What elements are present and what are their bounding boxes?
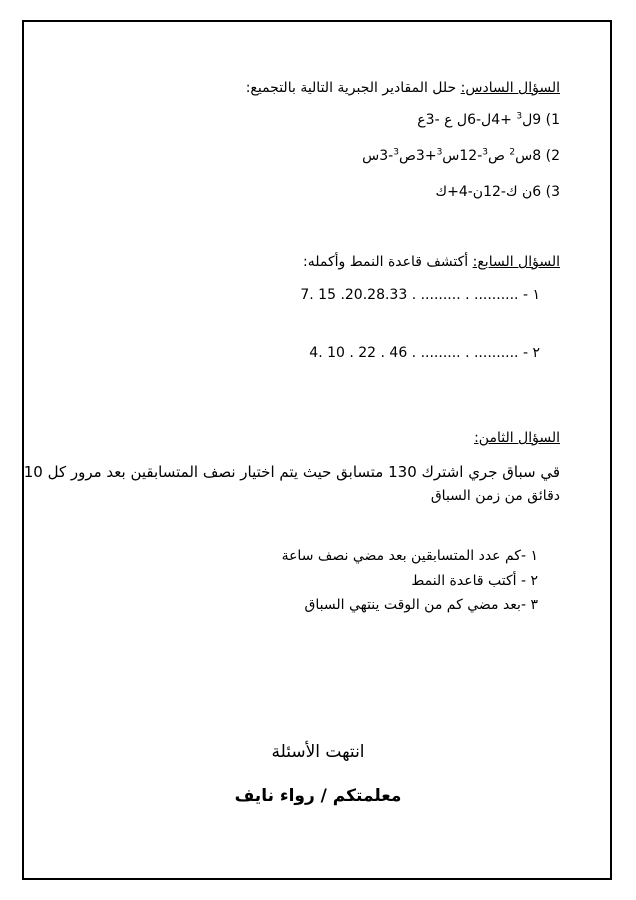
q8-item-3 [305, 595, 538, 615]
item-number: ٣ [530, 597, 538, 613]
q6-item-3 [436, 182, 560, 202]
item-number: 3) [545, 184, 560, 200]
question-text: -كم عدد المتسابقين بعد مضي نصف ساعة [281, 548, 527, 564]
q6-instruction: حلل المقادير الجبرية التالية بالتجميع: [245, 80, 457, 96]
q8-item-2 [411, 571, 538, 591]
question-text: - أكتب قاعدة النمط [411, 573, 527, 589]
expression-3: 6ن ك-12ن-4+ك [435, 184, 542, 200]
q6-header-line [246, 78, 560, 98]
item-number: ٢ - [522, 345, 540, 361]
q8-item-1 [282, 546, 538, 566]
q8-header-line [474, 428, 560, 448]
question-text: -بعد مضي كم من الوقت ينتهي السباق [304, 597, 527, 613]
q8-heading: السؤال الثامن: [474, 430, 560, 446]
q8-paragraph-line-1: قي سباق جري اشترك 130 متسابق حيث يتم اختيار نصف المتسابقين بعد مرور كل 10 [23, 463, 560, 481]
item-number: ١ [530, 548, 538, 564]
item-number: ١ - [522, 287, 540, 303]
q7-item-1 [300, 285, 540, 305]
pattern-sequence-1: 7. 15 .20.28.33 . ......... . .......... [300, 287, 519, 303]
q8-paragraph-line-2: دقائق من زمن السباق [430, 488, 560, 504]
q6-item-1 [417, 110, 560, 130]
q7-header-line [303, 252, 560, 272]
item-number: 2) [545, 148, 560, 164]
end-of-questions: انتهت الأسئلة [271, 742, 365, 762]
item-number: 1) [545, 112, 560, 128]
q7-item-2 [309, 343, 540, 363]
q7-heading: السؤال السابع: [472, 254, 560, 270]
expression-1: 9ل$^3$ +4ل-6ل ع -3ع [417, 111, 542, 128]
q6-heading: السؤال السادس: [460, 80, 560, 96]
pattern-sequence-2: 4. 10 . 22 . 46 . ......... . .......... [309, 345, 519, 361]
item-number: ٢ [530, 573, 538, 589]
teacher-signature: معلمتكم / رواء نايف [234, 786, 402, 806]
q6-item-2 [362, 146, 560, 166]
q7-instruction: أكتشف قاعدة النمط وأكمله: [303, 254, 469, 270]
expression-2: 8س$^2$ ص$^3$-12س$^3$+3ص$^3$-3س [362, 147, 542, 164]
